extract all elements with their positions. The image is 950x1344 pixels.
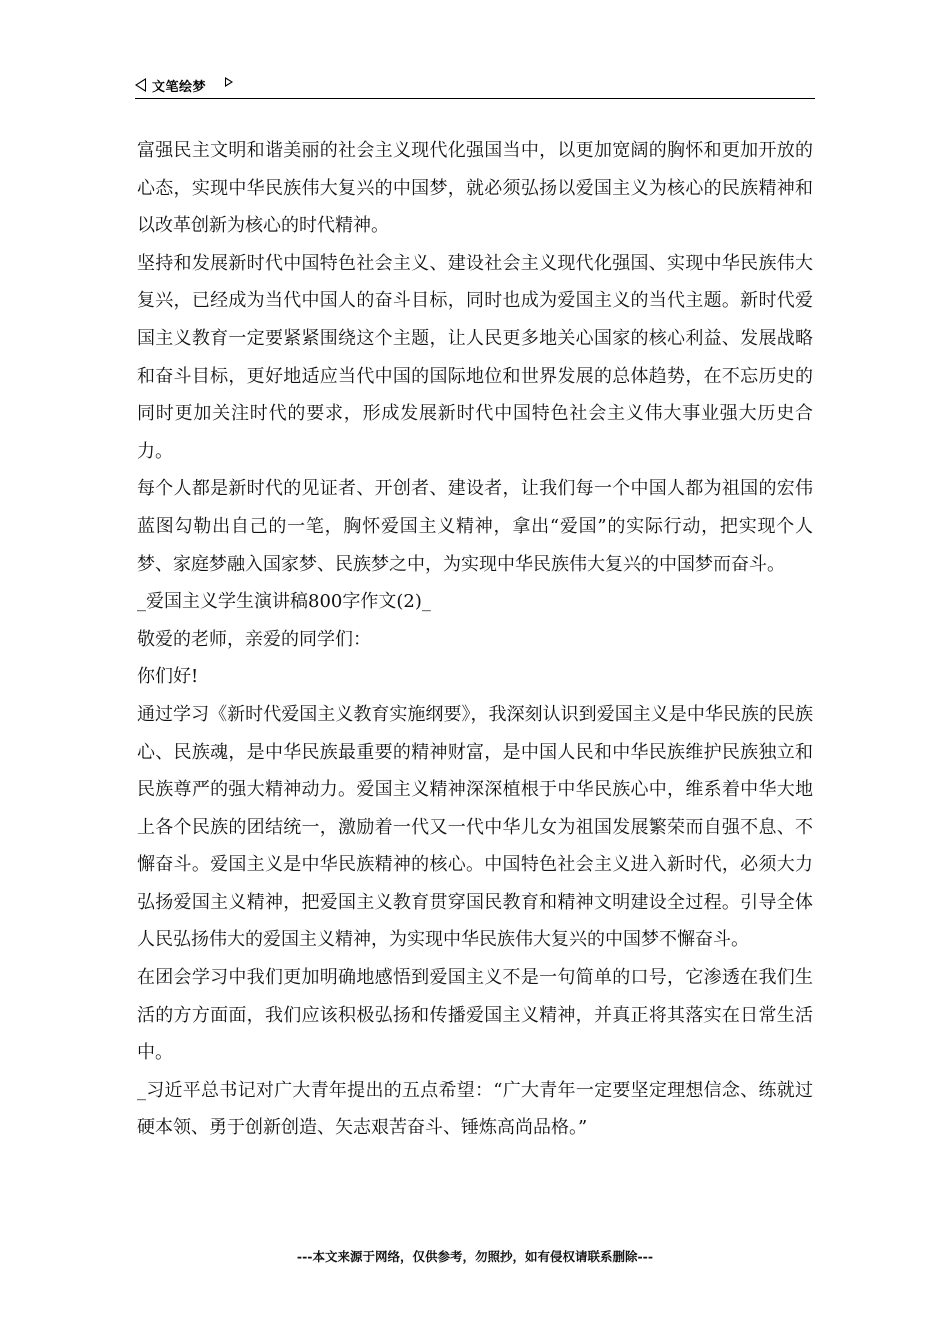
brand-title: 文笔绘梦 bbox=[152, 80, 207, 95]
paragraph: 富强民主文明和谐美丽的社会主义现代化强国当中，以更加宽阔的胸怀和更加开放的心态，实现中华民族伟大复兴的中国梦，就必须弘扬以爱国主义为核心的民族精神和以改革创新为核心的时代精神。 bbox=[137, 140, 813, 237]
footer-notice: ---本文来源于网络，仅供参考，勿照抄，如有侵权请联系删除--- bbox=[296, 1249, 654, 1264]
salutation: 敬爱的老师，亲爱的同学们： bbox=[137, 628, 371, 650]
triangle-left-icon bbox=[135, 78, 146, 92]
page-header bbox=[135, 74, 815, 99]
document-body bbox=[137, 132, 813, 1147]
triangle-right-icon bbox=[225, 77, 233, 87]
paragraph: 在团会学习中我们更加明确地感悟到爱国主义不是一句简单的口号，它渗透在我们生活的方方面面，我们应该积极弘扬和传播爱国主义精神，并真正将其落实在日常生活中。 bbox=[137, 967, 813, 1064]
section-title: _爱国主义学生演讲稿800字作文(2)_ bbox=[137, 591, 431, 613]
paragraph: _习近平总书记对广大青年提出的五点希望：“广大青年一定要坚定理想信念、练就过硬本领、勇于创新创造、矢志艰苦奋斗、锤炼高尚品格。” bbox=[137, 1079, 813, 1139]
paragraph: 每个人都是新时代的见证者、开创者、建设者，让我们每一个中国人都为祖国的宏伟蓝图勾勒出自己的一笔，胸怀爱国主义精神，拿出“爱国”的实际行动，把实现个人梦、家庭梦融入国家梦、民族梦之中，为实现中华民族伟大复兴的中国梦而奋斗。 bbox=[137, 478, 813, 575]
paragraph: 通过学习《新时代爱国主义教育实施纲要》，我深刻认识到爱国主义是中华民族的民族心、民族魂，是中华民族最重要的精神财富，是中国人民和中华民族维护民族独立和民族尊严的强大精神动力。爱国主义精神深深植根于中华民族心中，维系着中华大地上各个民族的团结统一，激励着一代又一代中华儿女为祖国发展繁荣而自强不息、不懈奋斗。爱国主义是中华民族精神的核心。中国特色社会主义进入新时代，必须大力弘扬爱国主义精神，把爱国主义教育贯穿国民教育和精神文明建设全过程。引导全体人民弘扬伟大的爱国主义精神，为实现中华民族伟大复兴的中国梦不懈奋斗。 bbox=[137, 703, 813, 951]
paragraph: 坚持和发展新时代中国特色社会主义、建设社会主义现代化强国、实现中华民族伟大复兴，已经成为当代中国人的奋斗目标，同时也成为爱国主义的当代主题。新时代爱国主义教育一定要紧紧围绕这个主题，让人民更多地关心国家的核心利益、发展战略和奋斗目标，更好地适应当代中国的国际地位和世界发展的总体趋势，在不忘历史的同时更加关注时代的要求，形成发展新时代中国特色社会主义伟大事业强大历史合力。 bbox=[137, 252, 813, 462]
greeting: 你们好! bbox=[137, 666, 199, 688]
